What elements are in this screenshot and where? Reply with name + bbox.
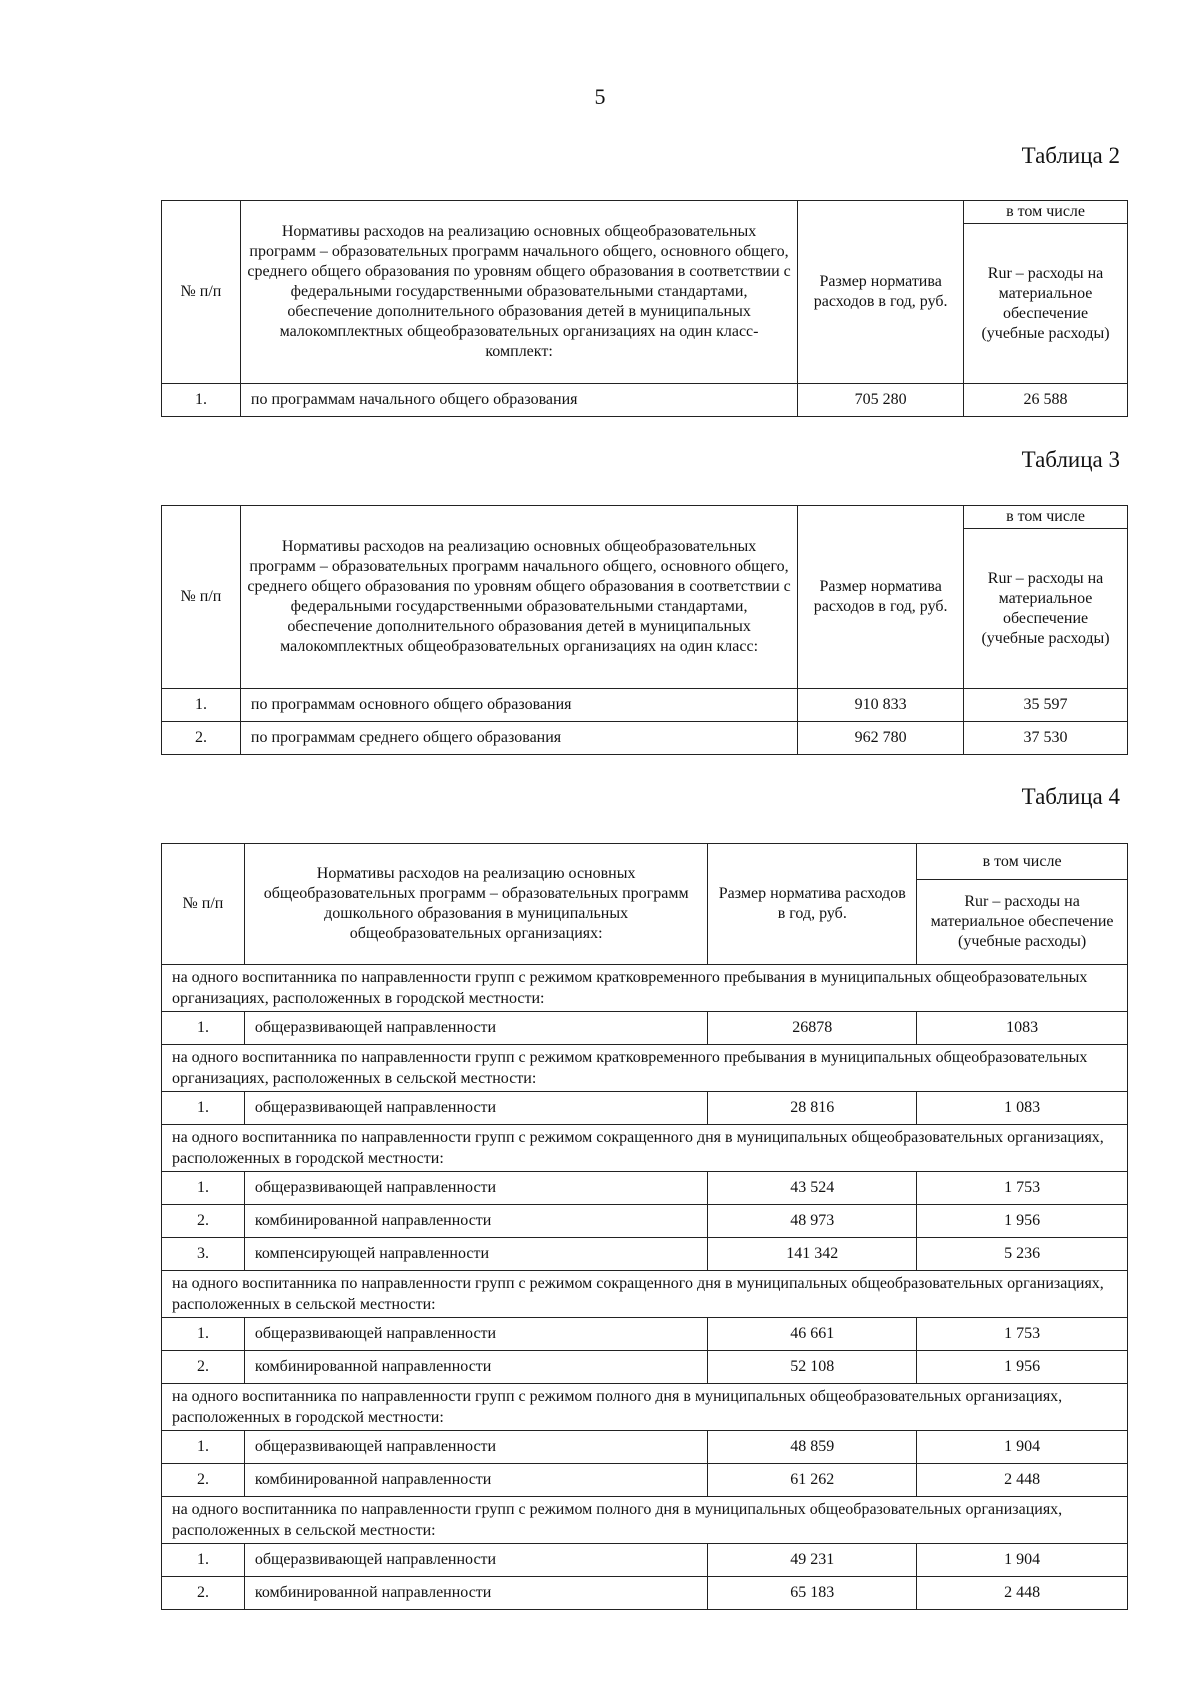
row-num: 1. <box>162 1012 245 1045</box>
row-label: общеразвивающей направленности <box>244 1431 707 1464</box>
table-row <box>162 1544 1128 1577</box>
table-row <box>162 1351 1128 1384</box>
table-header-row <box>162 506 1128 529</box>
table-4-caption: Таблица 4 <box>1021 784 1120 809</box>
group-row <box>162 1384 1128 1431</box>
table-3 <box>161 505 1128 755</box>
header-including: в том числе <box>917 844 1128 880</box>
row-size: 43 524 <box>708 1172 917 1205</box>
header-num: № п/п <box>162 201 241 384</box>
row-num: 1. <box>162 1431 245 1464</box>
row-label: общеразвивающей направленности <box>244 1318 707 1351</box>
row-num: 2. <box>162 1577 245 1610</box>
group-title: на одного воспитанника по направленности групп с режимом сокращенного дня в муниципальных общеобразовательных организациях, расположенных в городской местности: <box>162 1125 1128 1172</box>
header-description: Нормативы расходов на реализацию основных общеобразовательных программ – образовательных программ дошкольного образования в муниципальных общеобразовательных организациях: <box>244 844 707 965</box>
row-num: 1. <box>162 1318 245 1351</box>
row-num: 1. <box>162 1092 245 1125</box>
row-size: 28 816 <box>708 1092 917 1125</box>
header-description: Нормативы расходов на реализацию основных общеобразовательных программ – образовательных программ начального общего, основного общего, среднего общего образования по уровням общего образования в соответствии с федеральными государственными образовательными стандартами, обеспечение дополнительного образования детей в муниципальных малокомплектных общеобразовательных организациях на один класс-комплект: <box>240 201 797 384</box>
row-size: 48 859 <box>708 1431 917 1464</box>
group-title: на одного воспитанника по направленности групп с режимом кратковременного пребывания в муниципальных общеобразовательных организациях, расположенных в сельской местности: <box>162 1045 1128 1092</box>
table-row <box>162 1318 1128 1351</box>
row-size: 46 661 <box>708 1318 917 1351</box>
row-size: 65 183 <box>708 1577 917 1610</box>
row-rur: 1 753 <box>917 1318 1128 1351</box>
row-size: 49 231 <box>708 1544 917 1577</box>
row-label: по программам среднего общего образования <box>240 722 797 755</box>
row-label: по программам основного общего образования <box>240 689 797 722</box>
group-row <box>162 1497 1128 1544</box>
row-label: комбинированной направленности <box>244 1351 707 1384</box>
header-norm-size: Размер норматива расходов в год, руб. <box>798 506 964 689</box>
row-size: 910 833 <box>798 689 964 722</box>
row-rur: 35 597 <box>964 689 1128 722</box>
row-num: 2. <box>162 1464 245 1497</box>
table-2-caption: Таблица 2 <box>1021 143 1120 168</box>
row-rur: 1083 <box>917 1012 1128 1045</box>
row-rur: 1 904 <box>917 1431 1128 1464</box>
row-rur: 1 753 <box>917 1172 1128 1205</box>
row-label: комбинированной направленности <box>244 1464 707 1497</box>
header-num: № п/п <box>162 844 245 965</box>
table-row <box>162 1431 1128 1464</box>
row-size: 705 280 <box>798 384 964 417</box>
table-row <box>162 1464 1128 1497</box>
header-rur: Rur – расходы на материальное обеспечение (учебные расходы) <box>964 224 1128 384</box>
table-row <box>162 1012 1128 1045</box>
group-row <box>162 1045 1128 1092</box>
row-size: 962 780 <box>798 722 964 755</box>
row-num: 1. <box>162 384 241 417</box>
header-description: Нормативы расходов на реализацию основных общеобразовательных программ – образовательных программ начального общего, основного общего, среднего общего образования по уровням общего образования в соответствии с федеральными государственными образовательными стандартами, обеспечение дополнительного образования детей в муниципальных малокомплектных общеобразовательных организациях на один класс: <box>240 506 797 689</box>
table-3-caption: Таблица 3 <box>1021 447 1120 472</box>
row-rur: 2 448 <box>917 1577 1128 1610</box>
table-row <box>162 722 1128 755</box>
row-label: общеразвивающей направленности <box>244 1012 707 1045</box>
header-including: в том числе <box>964 201 1128 224</box>
row-label: общеразвивающей направленности <box>244 1172 707 1205</box>
table-row <box>162 1238 1128 1271</box>
group-title: на одного воспитанника по направленности групп с режимом кратковременного пребывания в муниципальных общеобразовательных организациях, расположенных в городской местности: <box>162 965 1128 1012</box>
row-label: компенсирующей направленности <box>244 1238 707 1271</box>
row-rur: 37 530 <box>964 722 1128 755</box>
row-num: 1. <box>162 689 241 722</box>
row-rur: 26 588 <box>964 384 1128 417</box>
row-rur: 1 904 <box>917 1544 1128 1577</box>
row-num: 3. <box>162 1238 245 1271</box>
row-label: по программам начального общего образования <box>240 384 797 417</box>
row-rur: 1 083 <box>917 1092 1128 1125</box>
row-num: 2. <box>162 722 241 755</box>
group-row <box>162 965 1128 1012</box>
table-row <box>162 384 1128 417</box>
table-4 <box>161 843 1128 1610</box>
table-row <box>162 1092 1128 1125</box>
table-row <box>162 1172 1128 1205</box>
row-num: 1. <box>162 1544 245 1577</box>
header-num: № п/п <box>162 506 241 689</box>
row-size: 141 342 <box>708 1238 917 1271</box>
table-2 <box>161 200 1128 417</box>
header-rur: Rur – расходы на материальное обеспечение (учебные расходы) <box>964 529 1128 689</box>
row-rur: 1 956 <box>917 1205 1128 1238</box>
row-label: комбинированной направленности <box>244 1577 707 1610</box>
group-row <box>162 1271 1128 1318</box>
table-header-row <box>162 844 1128 880</box>
group-title: на одного воспитанника по направленности групп с режимом сокращенного дня в муниципальных общеобразовательных организациях, расположенных в сельской местности: <box>162 1271 1128 1318</box>
row-label: комбинированной направленности <box>244 1205 707 1238</box>
header-norm-size: Размер норматива расходов в год, руб. <box>708 844 917 965</box>
group-row <box>162 1125 1128 1172</box>
row-label: общеразвивающей направленности <box>244 1092 707 1125</box>
row-num: 1. <box>162 1172 245 1205</box>
row-rur: 5 236 <box>917 1238 1128 1271</box>
group-title: на одного воспитанника по направленности групп с режимом полного дня в муниципальных общеобразовательных организациях, расположенных в сельской местности: <box>162 1497 1128 1544</box>
header-rur: Rur – расходы на материальное обеспечение (учебные расходы) <box>917 880 1128 965</box>
row-size: 52 108 <box>708 1351 917 1384</box>
row-size: 61 262 <box>708 1464 917 1497</box>
row-size: 48 973 <box>708 1205 917 1238</box>
row-label: общеразвивающей направленности <box>244 1544 707 1577</box>
row-rur: 2 448 <box>917 1464 1128 1497</box>
table-row <box>162 689 1128 722</box>
group-title: на одного воспитанника по направленности групп с режимом полного дня в муниципальных общеобразовательных организациях, расположенных в городской местности: <box>162 1384 1128 1431</box>
row-num: 2. <box>162 1351 245 1384</box>
header-including: в том числе <box>964 506 1128 529</box>
row-num: 2. <box>162 1205 245 1238</box>
table-header-row <box>162 201 1128 224</box>
table-row <box>162 1577 1128 1610</box>
page-number: 5 <box>594 84 606 109</box>
table-row <box>162 1205 1128 1238</box>
row-rur: 1 956 <box>917 1351 1128 1384</box>
header-norm-size: Размер норматива расходов в год, руб. <box>798 201 964 384</box>
row-size: 26878 <box>708 1012 917 1045</box>
